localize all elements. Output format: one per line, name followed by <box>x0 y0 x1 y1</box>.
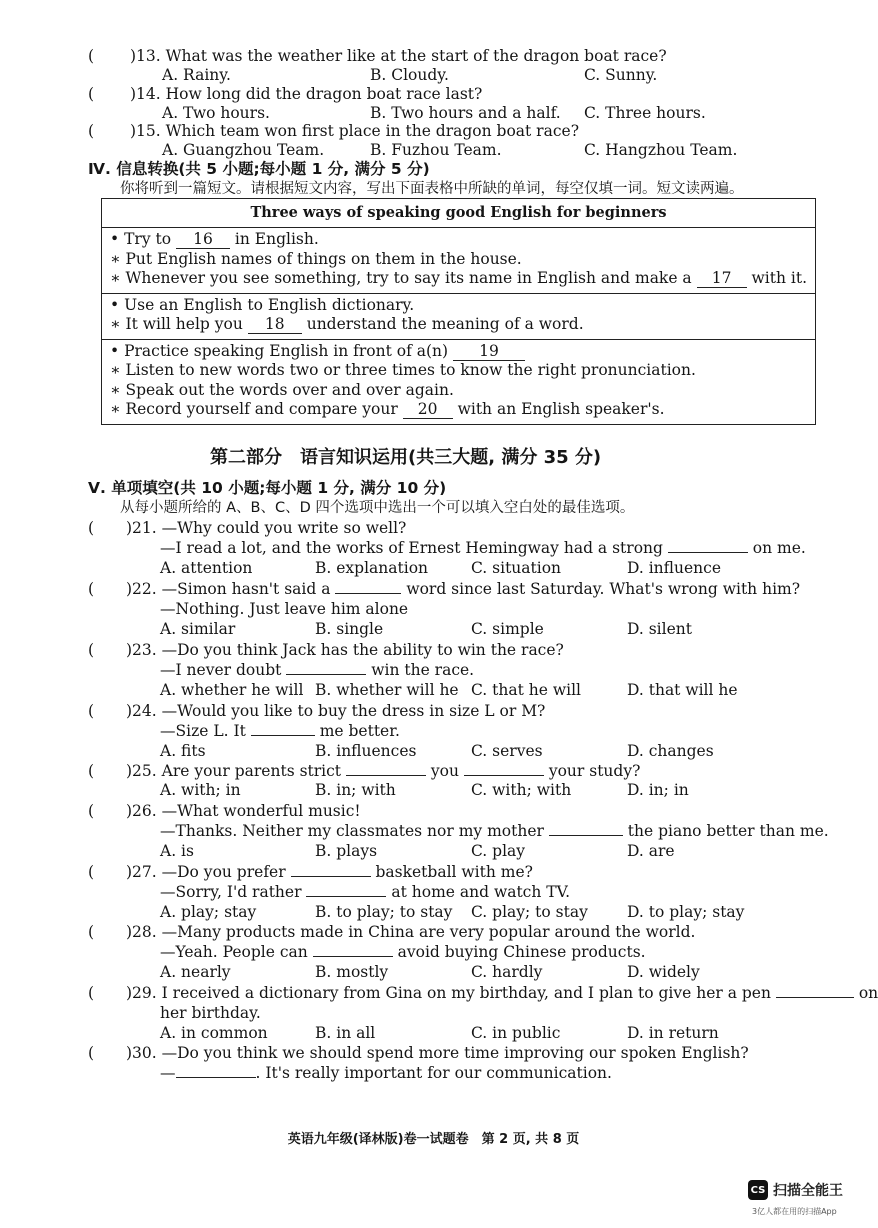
blank[interactable] <box>176 1077 256 1078</box>
q13-option-b: B. Cloudy. <box>370 66 449 84</box>
q15-option-a: A. Guangzhou Team. <box>162 141 325 159</box>
part-2-title: 第二部分 语言知识运用(共三大题, 满分 35 分) <box>210 447 602 468</box>
answer-paren: ( <box>88 984 95 1002</box>
answer-paren: ( <box>88 122 95 140</box>
section-4-instruction: 你将听到一篇短文。请根据短文内容，写出下面表格中所缺的单词，每空仅填一词。短文读两遍。 <box>120 181 744 197</box>
question-23-line-2: —I never doubt win the race. <box>160 661 475 679</box>
info-table <box>101 198 816 425</box>
question-21-line-2: —I read a lot, and the works of Ernest Hemingway had a strong on me. <box>160 539 806 557</box>
table-title: Three ways of speaking good English for beginners <box>102 199 816 228</box>
q27-option-a: A. play; stay <box>160 903 257 921</box>
q13-option-c: C. Sunny. <box>584 66 658 84</box>
q24-option-a: A. fits <box>160 742 206 760</box>
q15-option-b: B. Fuzhou Team. <box>370 141 502 159</box>
q25-option-c: C. with; with <box>471 781 572 799</box>
section-4-heading: Ⅳ. 信息转换(共 5 小题;每小题 1 分, 满分 5 分) <box>88 160 430 178</box>
q14-option-b: B. Two hours and a half. <box>370 104 561 122</box>
blank[interactable] <box>251 735 315 736</box>
question-26-line-1: )26. —What wonderful music! <box>126 802 361 820</box>
q28-option-a: A. nearly <box>160 963 231 981</box>
q15-option-c: C. Hangzhou Team. <box>584 141 738 159</box>
blank[interactable] <box>335 593 401 594</box>
question-15-stem: )15. Which team won first place in the dragon boat race? <box>130 122 580 140</box>
answer-paren: ( <box>88 47 95 65</box>
question-25-line-1: )25. Are your parents strict you your study? <box>126 762 641 780</box>
answer-paren: ( <box>88 923 95 941</box>
section-5-heading: Ⅴ. 单项填空(共 10 小题;每小题 1 分, 满分 10 分) <box>88 479 447 497</box>
q22-option-a: A. similar <box>160 620 236 638</box>
q14-option-c: C. Three hours. <box>584 104 706 122</box>
question-14-stem: )14. How long did the dragon boat race last? <box>130 85 483 103</box>
watermark-tagline: 3亿人都在用的扫描App <box>752 1207 837 1216</box>
q26-option-c: C. play <box>471 842 526 860</box>
answer-paren: ( <box>88 702 95 720</box>
blank-17[interactable]: 17 <box>697 270 747 288</box>
q25-option-a: A. with; in <box>160 781 241 799</box>
q29-option-d: D. in return <box>627 1024 719 1042</box>
answer-paren: ( <box>88 863 95 881</box>
blank-19[interactable]: 19 <box>453 343 525 361</box>
q22-option-d: D. silent <box>627 620 692 638</box>
table-row-3: • Practice speaking English in front of a(n) 19 ∗ Listen to new words two or three times to know the right pronunciation. ∗ Speak out the words over and over again. ∗ Record yourself and compare your 20 with an English speaker's. <box>102 339 816 424</box>
blank-16[interactable]: 16 <box>176 231 230 249</box>
blank[interactable] <box>306 896 386 897</box>
blank[interactable] <box>346 775 426 776</box>
answer-paren: ( <box>88 580 95 598</box>
q28-option-c: C. hardly <box>471 963 543 981</box>
blank[interactable] <box>776 997 854 998</box>
q23-option-c: C. that he will <box>471 681 581 699</box>
question-30-line-2: — . It's really important for our communication. <box>160 1064 612 1082</box>
blank-20[interactable]: 20 <box>403 401 453 419</box>
question-22-line-2: —Nothing. Just leave him alone <box>160 600 409 618</box>
q26-option-b: B. plays <box>315 842 378 860</box>
question-29-line-1: )29. I received a dictionary from Gina on my birthday, and I plan to give her a pen on <box>126 984 878 1002</box>
question-30-line-1: )30. —Do you think we should spend more time improving our spoken English? <box>126 1044 749 1062</box>
q21-option-c: C. situation <box>471 559 562 577</box>
question-21-line-1: )21. —Why could you write so well? <box>126 519 407 537</box>
page-footer: 英语九年级(译林版)卷一试题卷 第 2 页, 共 8 页 <box>287 1132 580 1147</box>
blank[interactable] <box>291 876 371 877</box>
question-27-line-2: —Sorry, I'd rather at home and watch TV. <box>160 883 571 901</box>
question-29-line-2: her birthday. <box>160 1004 261 1022</box>
answer-paren: ( <box>88 85 95 103</box>
question-22-line-1: )22. —Simon hasn't said a word since last Saturday. What's wrong with him? <box>126 580 801 598</box>
q25-option-d: D. in; in <box>627 781 689 799</box>
q27-option-b: B. to play; to stay <box>315 903 453 921</box>
question-26-line-2: —Thanks. Neither my classmates nor my mother the piano better than me. <box>160 822 829 840</box>
camscanner-logo-icon: CS <box>748 1180 768 1200</box>
q29-option-c: C. in public <box>471 1024 561 1042</box>
blank[interactable] <box>668 552 748 553</box>
q27-option-d: D. to play; stay <box>627 903 745 921</box>
blank[interactable] <box>464 775 544 776</box>
table-row-1: • Try to 16 in English. ∗ Put English names of things on them in the house. ∗ Whenever you see something, try to say its name in English and make a 17 with it. <box>102 228 816 294</box>
question-24-line-2: —Size L. It me better. <box>160 722 400 740</box>
table-row-2: • Use an English to English dictionary. ∗ It will help you 18 understand the meaning of a word. <box>102 293 816 339</box>
question-13-stem: )13. What was the weather like at the start of the dragon boat race? <box>130 47 667 65</box>
q24-option-b: B. influences <box>315 742 417 760</box>
q24-option-c: C. serves <box>471 742 543 760</box>
q21-option-d: D. influence <box>627 559 721 577</box>
question-24-line-1: )24. —Would you like to buy the dress in size L or M? <box>126 702 546 720</box>
q21-option-b: B. explanation <box>315 559 429 577</box>
q22-option-c: C. simple <box>471 620 544 638</box>
q22-option-b: B. single <box>315 620 384 638</box>
q23-option-a: A. whether he will <box>160 681 304 699</box>
question-27-line-1: )27. —Do you prefer basketball with me? <box>126 863 533 881</box>
q23-option-d: D. that will he <box>627 681 738 699</box>
q29-option-b: B. in all <box>315 1024 376 1042</box>
q23-option-b: B. whether will he <box>315 681 459 699</box>
scanner-watermark <box>748 1180 843 1200</box>
q26-option-d: D. are <box>627 842 675 860</box>
blank[interactable] <box>549 835 623 836</box>
blank[interactable] <box>286 674 366 675</box>
q26-option-a: A. is <box>160 842 194 860</box>
question-23-line-1: )23. —Do you think Jack has the ability to win the race? <box>126 641 564 659</box>
q29-option-a: A. in common <box>160 1024 268 1042</box>
q27-option-c: C. play; to stay <box>471 903 588 921</box>
answer-paren: ( <box>88 641 95 659</box>
question-28-line-2: —Yeah. People can avoid buying Chinese products. <box>160 943 646 961</box>
watermark-brand-name: 扫描全能王 <box>773 1183 843 1199</box>
q28-option-b: B. mostly <box>315 963 389 981</box>
q24-option-d: D. changes <box>627 742 714 760</box>
blank[interactable] <box>313 956 393 957</box>
q14-option-a: A. Two hours. <box>162 104 270 122</box>
q21-option-a: A. attention <box>160 559 253 577</box>
answer-paren: ( <box>88 762 95 780</box>
q13-option-a: A. Rainy. <box>162 66 231 84</box>
blank-18[interactable]: 18 <box>248 316 302 334</box>
answer-paren: ( <box>88 519 95 537</box>
q25-option-b: B. in; with <box>315 781 396 799</box>
q28-option-d: D. widely <box>627 963 700 981</box>
question-28-line-1: )28. —Many products made in China are very popular around the world. <box>126 923 696 941</box>
section-5-instruction: 从每小题所给的 A、B、C、D 四个选项中选出一个可以填入空白处的最佳选项。 <box>120 500 635 516</box>
answer-paren: ( <box>88 1044 95 1062</box>
answer-paren: ( <box>88 802 95 820</box>
